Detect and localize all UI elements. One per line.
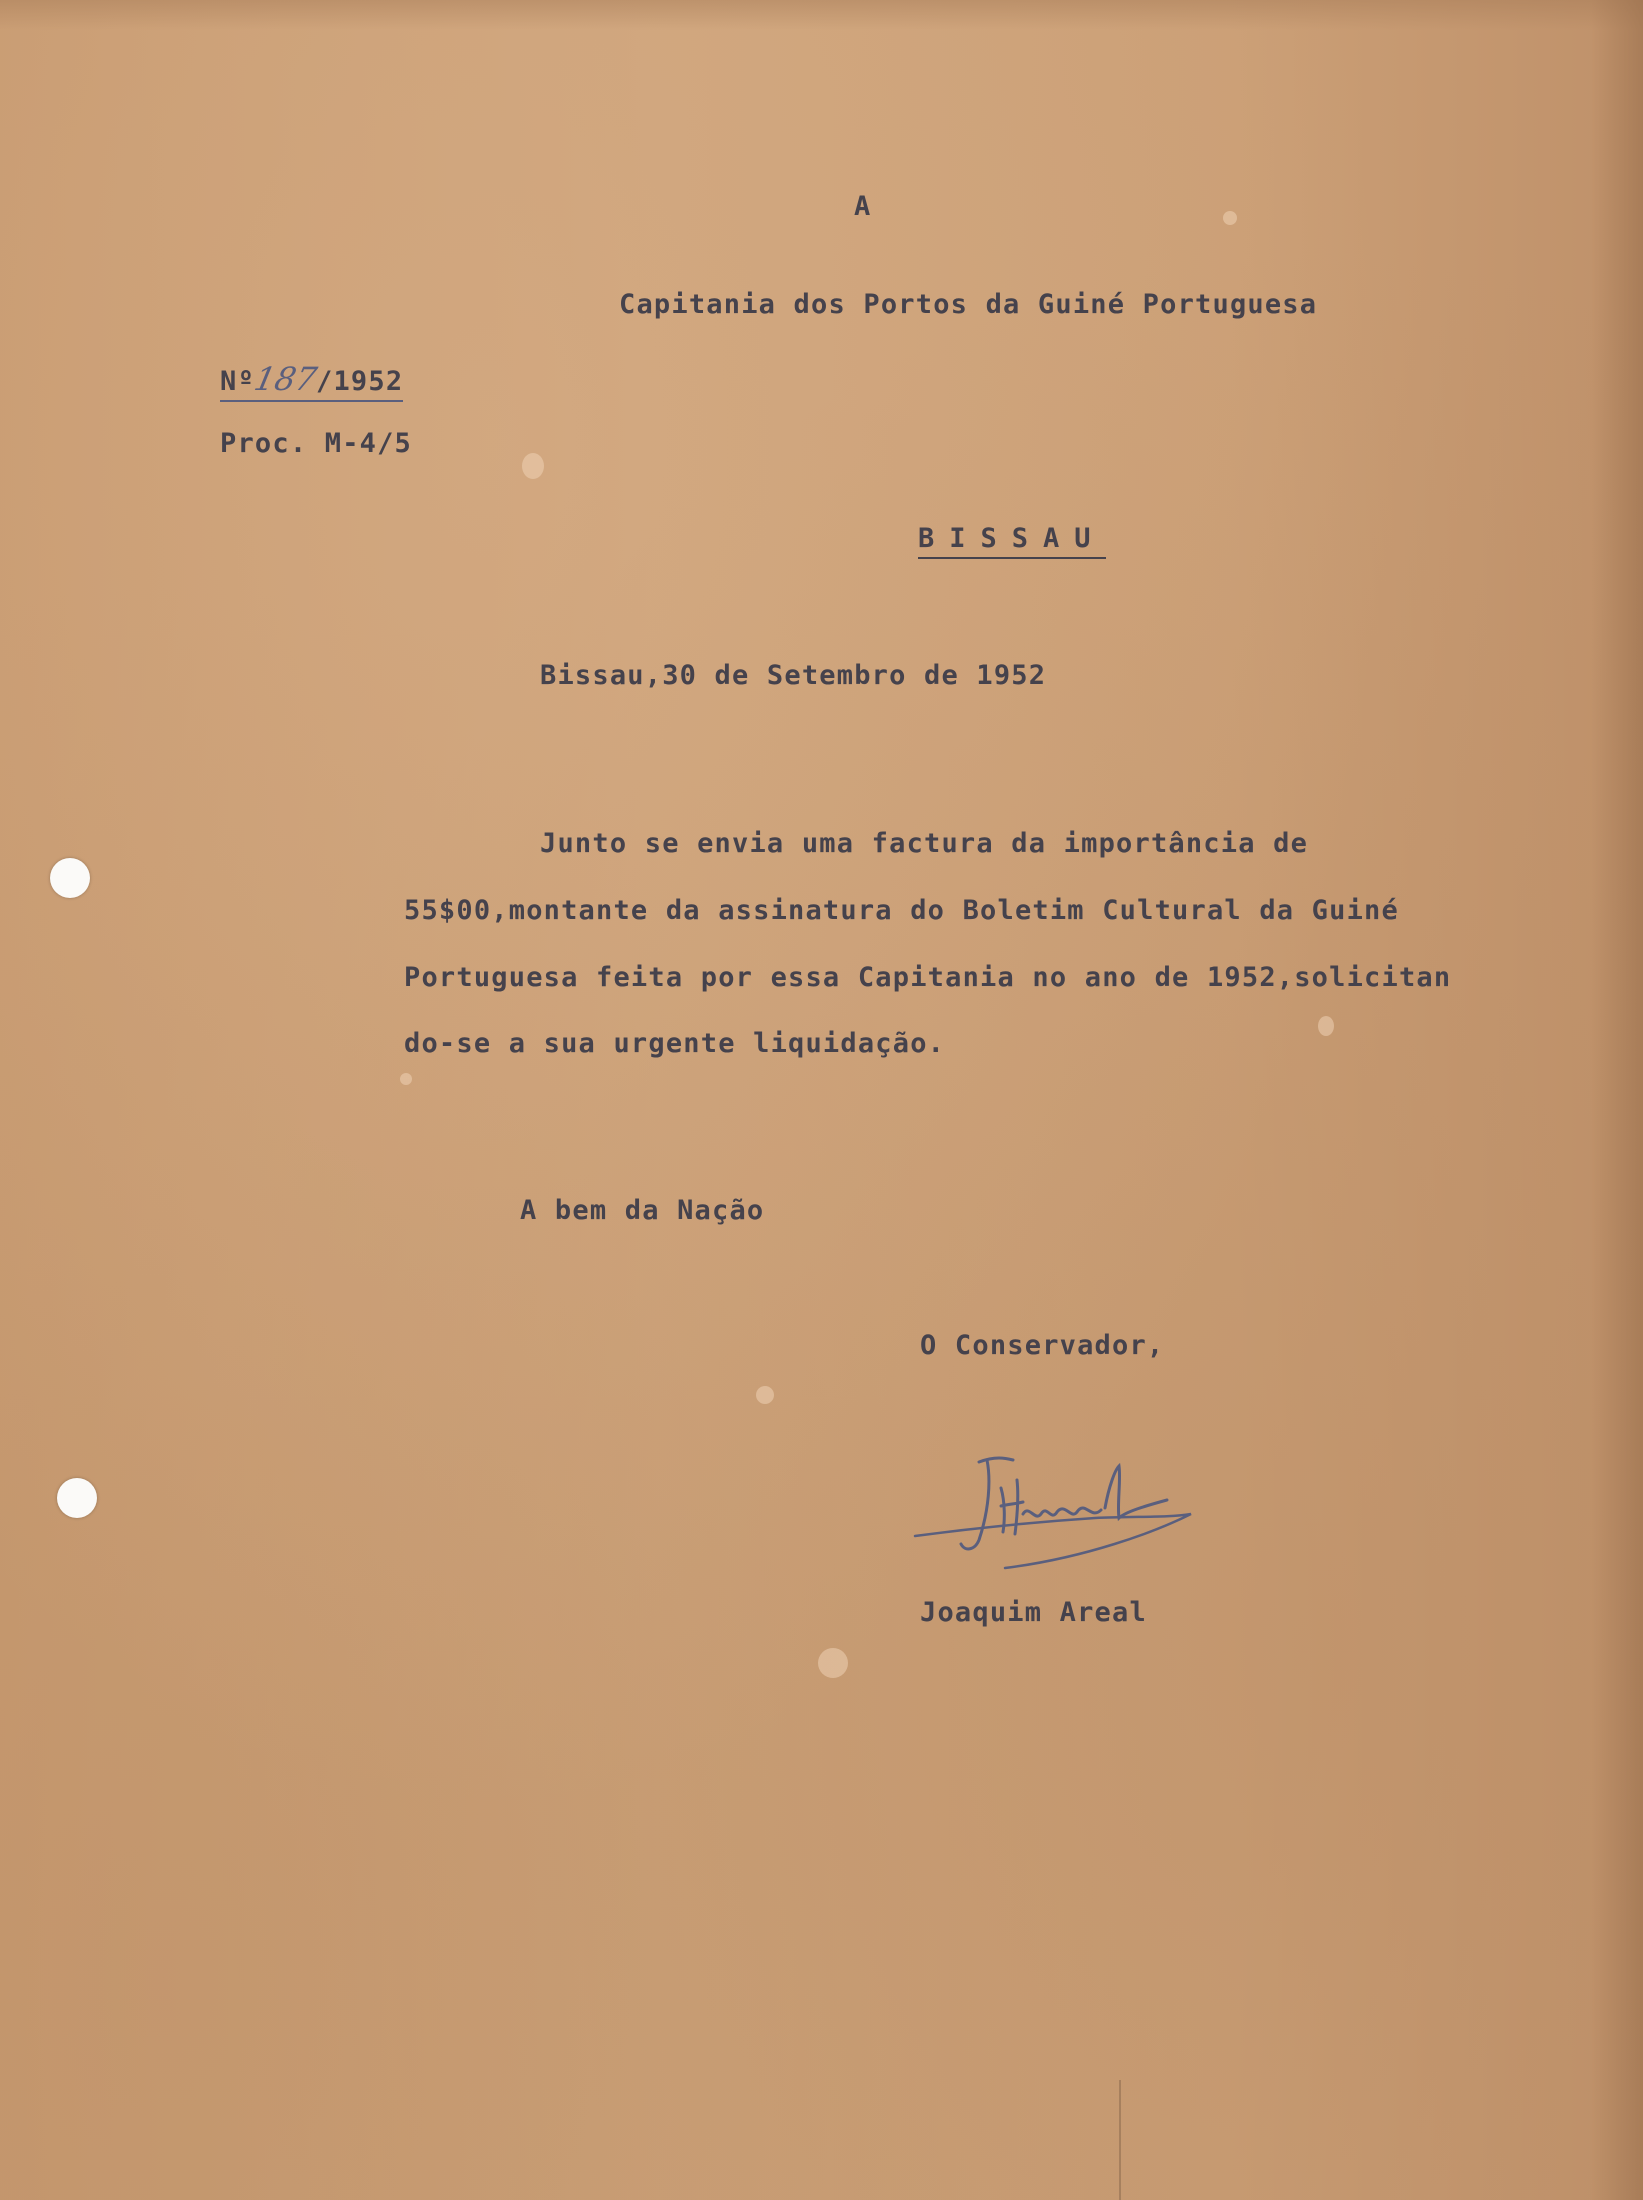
- reference-year: /1952: [316, 366, 404, 397]
- addressee-prefix: A: [854, 191, 872, 222]
- reference-number: [220, 360, 403, 402]
- paper-speck: [1223, 211, 1237, 225]
- punch-hole-bottom: [57, 1478, 97, 1518]
- body-line: Portuguesa feita por essa Capitania no ano de 1952,solicitan: [404, 962, 1452, 993]
- process-reference: Proc. M-4/5: [220, 428, 413, 459]
- closing-salutation: A bem da Nação: [520, 1195, 765, 1226]
- signatory-name: Joaquim Areal: [920, 1597, 1147, 1628]
- body-line: Junto se envia uma factura da importância de: [540, 828, 1309, 859]
- paper-speck: [818, 1648, 848, 1678]
- reference-handwritten-number: 187: [250, 360, 321, 398]
- body-line: do-se a sua urgente liquidação.: [404, 1028, 946, 1059]
- paper-top-shadow: [0, 0, 1643, 30]
- paper-right-shadow: [1591, 0, 1643, 2200]
- addressee-city: BISSAU: [918, 523, 1106, 559]
- signatory-title: O Conservador,: [920, 1330, 1165, 1361]
- body-line: 55$00,montante da assinatura do Boletim Cultural da Guiné: [404, 895, 1399, 926]
- letter-date: Bissau,30 de Setembro de 1952: [540, 660, 1047, 691]
- paper-speck: [522, 453, 544, 479]
- handwritten-signature-icon: [905, 1440, 1215, 1580]
- reference-number-underline: [220, 360, 403, 402]
- paper-speck: [1318, 1016, 1334, 1036]
- paper-speck: [400, 1073, 412, 1085]
- addressee-name: Capitania dos Portos da Guiné Portuguesa: [619, 289, 1318, 320]
- paper-speck: [756, 1386, 774, 1404]
- paper-crease: [1119, 2080, 1121, 2200]
- reference-number-label: Nº: [220, 366, 255, 397]
- punch-hole-top: [50, 858, 90, 898]
